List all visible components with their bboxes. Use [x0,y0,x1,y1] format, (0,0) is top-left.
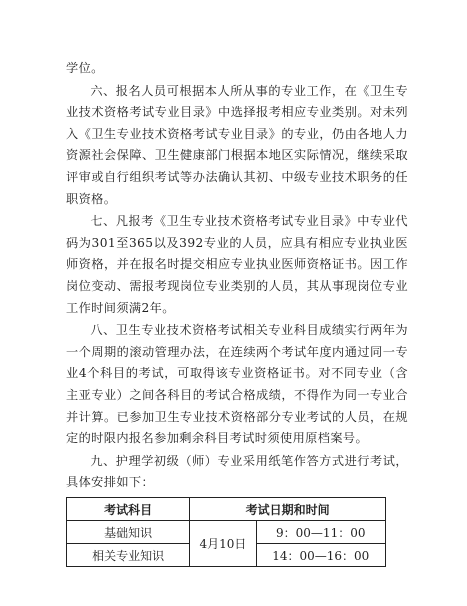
header-subject: 考试科目 [67,498,190,521]
time-cell-afternoon: 14：00—16：00 [256,544,385,567]
date-cell: 4月10日 [190,521,256,567]
header-datetime: 考试日期和时间 [190,498,386,521]
paragraph-item-8: 八、卫生专业技术资格考试相关专业科目成绩实行两年为一个周期的滚动管理办法，在连续两个考试年度内通过同一专业4个科目的考试，可取得该专业资格证书。对不同专业（含主亚专业）之间各科目的考试合格成绩，不得作为同一专业合并计算。已参加卫生专业技术资格部分专业考试的人员，在规定的时限内报名参加剩余科目考试时须使用原档案号。 [66,323,408,446]
subject-cell-related: 相关专业知识 [67,544,190,567]
table-header-row [67,498,386,521]
exam-schedule-table [66,497,386,567]
paragraph-continuation: 学位。 [66,61,104,75]
document-body [66,58,408,495]
table-row [67,521,386,544]
paragraph-item-9: 九、护理学初级（师）专业采用纸笔作答方式进行考试，具体安排如下： [66,453,408,490]
paragraph-item-6: 六、报名人员可根据本人所从事的专业工作，在《卫生专业技术资格考试专业目录》中选择报考相应专业类别。对未列入《卫生专业技术资格考试专业目录》的专业，仍由各地人力资源社会保障、卫生健康部门根据本地区实际情况，继续采取评审或自行组织考试等办法确认其初、中级专业技术职务的任职资格。 [66,83,408,206]
paragraph-item-7: 七、凡报考《卫生专业技术资格考试专业目录》中专业代码为301至365以及392专业的人员，应具有相应专业执业医师资格，并在报名时提交相应专业执业医师资格证书。因工作岗位变动、需报考现岗位专业类别的人员，其从事现岗位专业工作时间须满2年。 [66,214,408,315]
page-bottom-fade [0,590,467,606]
time-cell-morning: 9：00—11：00 [256,521,385,544]
subject-cell-basic: 基础知识 [67,521,190,544]
